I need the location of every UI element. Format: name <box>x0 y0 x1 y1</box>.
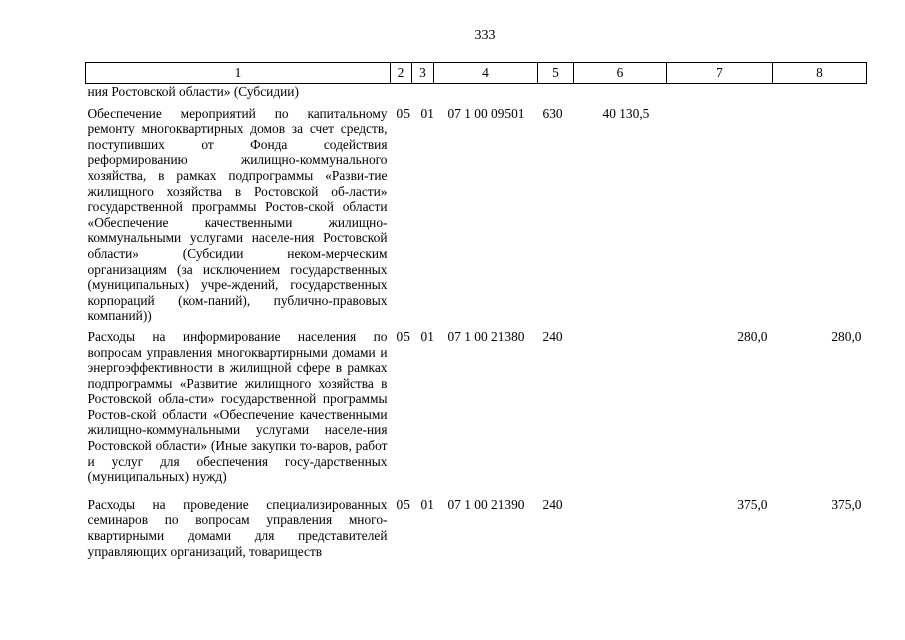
column-header: 3 <box>412 63 434 84</box>
amount-col6 <box>574 84 667 106</box>
table-row <box>86 329 867 497</box>
section-code: 05 <box>396 328 410 344</box>
expense-type-code: 240 <box>542 496 563 512</box>
column-header: 7 <box>667 63 773 84</box>
section-code <box>391 84 412 106</box>
table-row <box>86 497 867 559</box>
amount-col6 <box>574 329 667 497</box>
budget-table <box>85 62 867 559</box>
column-header: 1 <box>86 63 391 84</box>
subsection-code: 01 <box>420 105 434 121</box>
column-header: 8 <box>773 63 867 84</box>
expense-type-code: 240 <box>542 328 563 344</box>
table-row <box>86 84 867 106</box>
page-number: 333 <box>474 28 496 43</box>
column-header: 5 <box>538 63 574 84</box>
target-article-code: 07 1 00 09501 <box>447 105 525 121</box>
column-number-header <box>86 63 867 84</box>
amount-col6 <box>574 497 667 559</box>
column-header: 2 <box>391 63 412 84</box>
amount-col8: 280,0 <box>831 328 862 344</box>
row-description: ния Ростовской области» (Субсидии) <box>87 84 299 99</box>
subsection-code: 01 <box>420 496 434 512</box>
section-code: 05 <box>396 496 410 512</box>
amount-col7: 280,0 <box>737 328 768 344</box>
target-article-code: 07 1 00 21390 <box>447 496 525 512</box>
amount-col7 <box>667 84 773 106</box>
subsection-code <box>412 84 434 106</box>
expense-type-code: 630 <box>542 105 563 121</box>
amount-col6: 40 130,5 <box>602 105 650 121</box>
column-header: 4 <box>434 63 538 84</box>
target-article-code: 07 1 00 21380 <box>447 328 525 344</box>
target-article-code <box>434 84 538 106</box>
table-row <box>86 106 867 329</box>
row-description: Расходы на проведение специализированных семинаров по вопросам управления много-квартирными домами для представителей управляющих организаций, товариществ <box>87 496 388 559</box>
amount-col8 <box>773 84 867 106</box>
row-description: Обеспечение мероприятий по капитальному ремонту многоквартирных домов за счет средств, поступивших от Фонда содействия реформированию жилищно-коммунального хозяйства, в рамках подпрограммы «Разви-тие жилищного хозяйства в Ростовской об-ласти» государственной программы Ростов-ской области «Обеспечение качественными жилищно-коммунальными услугами населе-ния Ростовской области» (Субсидии неком-мерческим организациям (за исключением государственных (муниципальных) учре-ждений, государственных корпораций (ком-паний), публично-правовых компаний)) <box>87 105 388 324</box>
section-code: 05 <box>396 105 410 121</box>
amount-col8: 375,0 <box>831 496 862 512</box>
row-description: Расходы на информирование населения по вопросам управления многоквартирными домами и энергоэффективности в жилищной сфере в рамках подпрограммы «Развитие жилищного хозяйства в Ростовской обла-сти» государственной программы Ростов-ской области «Обеспечение качественными жилищно-коммунальными услугами населе-ния Ростовской области» (Иные закупки то-варов, работ и услуг для обеспечения госу-дарственных (муниципальных) нужд) <box>87 328 388 485</box>
amount-col8 <box>773 106 867 329</box>
amount-col7 <box>667 106 773 329</box>
amount-col7: 375,0 <box>737 496 768 512</box>
column-header: 6 <box>574 63 667 84</box>
expense-type-code <box>538 84 574 106</box>
subsection-code: 01 <box>420 328 434 344</box>
